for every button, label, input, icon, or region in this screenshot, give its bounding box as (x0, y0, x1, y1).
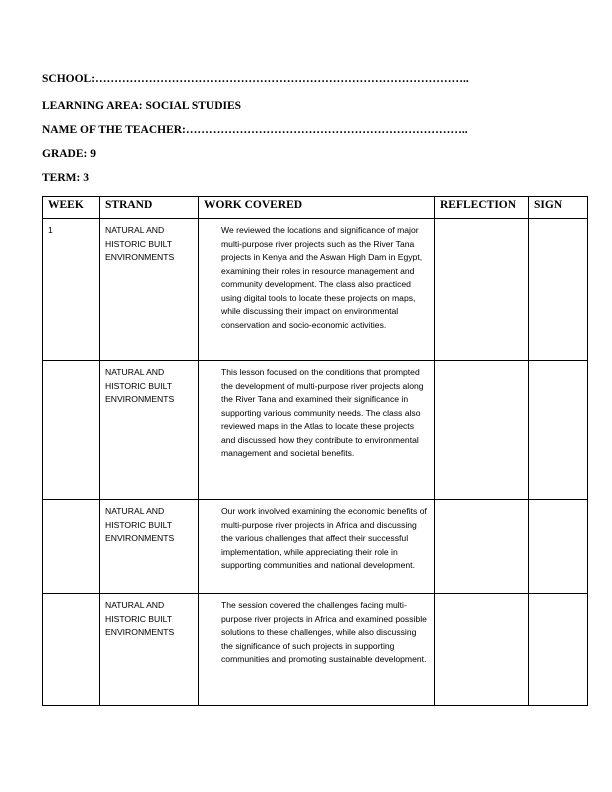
sign-cell[interactable] (529, 594, 588, 706)
sign-cell[interactable] (529, 361, 588, 500)
week-cell (43, 500, 100, 594)
table-row (43, 361, 588, 500)
table-row (43, 219, 588, 361)
teacher-name-line: NAME OF THE TEACHER:……………………………………………………………….. (42, 124, 468, 136)
reflection-cell[interactable] (435, 594, 529, 706)
strand-cell: NATURAL AND HISTORIC BUILT ENVIRONMENTS (100, 594, 199, 706)
column-header-strand: STRAND (100, 197, 199, 219)
column-header-sign: SIGN (529, 197, 588, 219)
work-record-table (42, 196, 588, 706)
work-covered-cell: Our work involved examining the economic benefits of multi-purpose river projects in Africa and discussing the various challenges that affect their successful implementation, while appreciating their role in supporting communities and national development. (199, 500, 435, 594)
column-header-week: WEEK (43, 197, 100, 219)
table-row (43, 500, 588, 594)
learning-area-line: LEARNING AREA: SOCIAL STUDIES (42, 100, 242, 112)
week-cell: 1 (43, 219, 100, 361)
work-covered-cell: The session covered the challenges facing multi-purpose river projects in Africa and examined possible solutions to these challenges, while also discussing the significance of such projects in supporting communities and promoting sustainable development. (199, 594, 435, 706)
work-covered-cell: We reviewed the locations and significance of major multi-purpose river projects such as the River Tana projects in Kenya and the Aswan High Dam in Egypt, examining their roles in resource management and community development. The class also practiced using digital tools to locate these projects on maps, while discussing their impact on environmental conservation and socio-economic activities. (199, 219, 435, 361)
school-line: SCHOOL:…………………………………………………………………………………….. (42, 73, 469, 85)
column-header-work-covered: WORK COVERED (199, 197, 435, 219)
term-line: TERM: 3 (42, 172, 89, 184)
work-covered-cell: This lesson focused on the conditions that prompted the development of multi-purpose river projects along the River Tana and examined their significance in supporting various community needs. The class also reviewed maps in the Atlas to locate these projects and discussed how they contribute to environmental management and societal benefits. (199, 361, 435, 500)
sign-cell[interactable] (529, 219, 588, 361)
reflection-cell[interactable] (435, 361, 529, 500)
grade-line: GRADE: 9 (42, 148, 96, 160)
reflection-cell[interactable] (435, 219, 529, 361)
strand-cell: NATURAL AND HISTORIC BUILT ENVIRONMENTS (100, 361, 199, 500)
week-cell (43, 361, 100, 500)
strand-cell: NATURAL AND HISTORIC BUILT ENVIRONMENTS (100, 500, 199, 594)
strand-cell: NATURAL AND HISTORIC BUILT ENVIRONMENTS (100, 219, 199, 361)
table-row (43, 594, 588, 706)
reflection-cell[interactable] (435, 500, 529, 594)
table-header-row (43, 197, 588, 219)
sign-cell[interactable] (529, 500, 588, 594)
week-cell (43, 594, 100, 706)
column-header-reflection: REFLECTION (435, 197, 529, 219)
